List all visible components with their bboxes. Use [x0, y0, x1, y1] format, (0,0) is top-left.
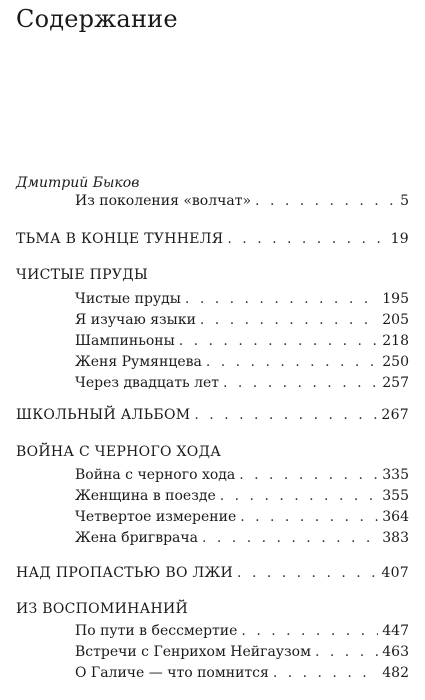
entry-title: Шампиньоны — [75, 333, 175, 349]
dot-leader — [227, 230, 386, 248]
section-page: 267 — [381, 407, 409, 423]
toc-entry[interactable] — [75, 374, 409, 392]
dot-leader — [241, 622, 378, 640]
section-title: ТЬМА В КОНЦЕ ТУННЕЛЯ — [16, 231, 224, 247]
toc-entry[interactable] — [75, 508, 409, 526]
dot-leader — [179, 332, 379, 350]
entry-page: 195 — [382, 291, 409, 307]
dot-leader — [255, 192, 396, 210]
toc-entry[interactable] — [75, 529, 409, 547]
toc-section-iz-vospominaniy: ИЗ ВОСПОМИНАНИЙ — [16, 601, 189, 617]
dot-leader — [206, 353, 378, 371]
entry-title: О Галиче — что помнится — [75, 665, 269, 681]
entry-page: 482 — [382, 665, 409, 681]
toc-section-voyna: ВОЙНА С ЧЕРНОГО ХОДА — [16, 444, 222, 460]
section-page: 19 — [390, 231, 409, 247]
entry-page: 335 — [382, 467, 409, 483]
entry-page: 364 — [382, 509, 409, 525]
entry-title: Чистые пруды — [75, 291, 181, 307]
section-page: 407 — [381, 565, 409, 581]
entry-page: 205 — [382, 312, 409, 328]
dot-leader — [194, 406, 377, 424]
entry-page: 447 — [382, 623, 409, 639]
entry-title: Из поколения «волчат» — [75, 193, 252, 209]
dot-leader — [239, 466, 378, 484]
page-title: Содержание — [16, 5, 178, 33]
toc-entry[interactable] — [75, 622, 409, 640]
dot-leader — [237, 564, 377, 582]
dot-leader — [273, 664, 378, 682]
toc-section-shkolny-albom[interactable] — [16, 406, 409, 424]
dot-leader — [223, 374, 378, 392]
toc-entry[interactable] — [75, 332, 409, 350]
author-name: Дмитрий Быков — [16, 175, 140, 191]
entry-title: Я изучаю языки — [75, 312, 196, 328]
toc-entry[interactable] — [75, 664, 409, 682]
toc-section-nad-propastyu[interactable] — [16, 564, 409, 582]
toc-entry[interactable] — [75, 643, 409, 661]
entry-title: Четвертое измерение — [75, 509, 237, 525]
toc-entry[interactable] — [75, 311, 409, 329]
dot-leader — [240, 508, 378, 526]
dot-leader — [185, 290, 378, 308]
toc-entry[interactable] — [75, 487, 409, 505]
dot-leader — [315, 643, 378, 661]
toc-section-chistye-prudy: ЧИСТЫЕ ПРУДЫ — [16, 267, 149, 283]
entry-page: 257 — [382, 375, 409, 391]
toc-entry[interactable] — [75, 466, 409, 484]
entry-page: 383 — [382, 530, 409, 546]
entry-page: 463 — [382, 644, 409, 660]
dot-leader — [202, 529, 378, 547]
entry-title: Женя Румянцева — [75, 354, 202, 370]
toc-entry-intro[interactable] — [75, 192, 409, 210]
entry-title: Война с черного хода — [75, 467, 236, 483]
entry-page: 355 — [382, 488, 409, 504]
dot-leader — [220, 487, 379, 505]
entry-title: Встречи с Генрихом Нейгаузом — [75, 644, 311, 660]
entry-title: Жена бригврача — [75, 530, 198, 546]
entry-page: 218 — [382, 333, 409, 349]
toc-entry[interactable] — [75, 353, 409, 371]
dot-leader — [200, 311, 378, 329]
entry-title: По пути в бессмертие — [75, 623, 238, 639]
entry-title: Через двадцать лет — [75, 375, 219, 391]
entry-page: 5 — [400, 193, 409, 209]
entry-title: Женщина в поезде — [75, 488, 216, 504]
toc-entry[interactable] — [75, 290, 409, 308]
section-title: НАД ПРОПАСТЬЮ ВО ЛЖИ — [16, 565, 234, 581]
entry-page: 250 — [382, 354, 409, 370]
toc-section-tma[interactable] — [16, 230, 409, 248]
section-title: ШКОЛЬНЫЙ АЛЬБОМ — [16, 407, 191, 423]
